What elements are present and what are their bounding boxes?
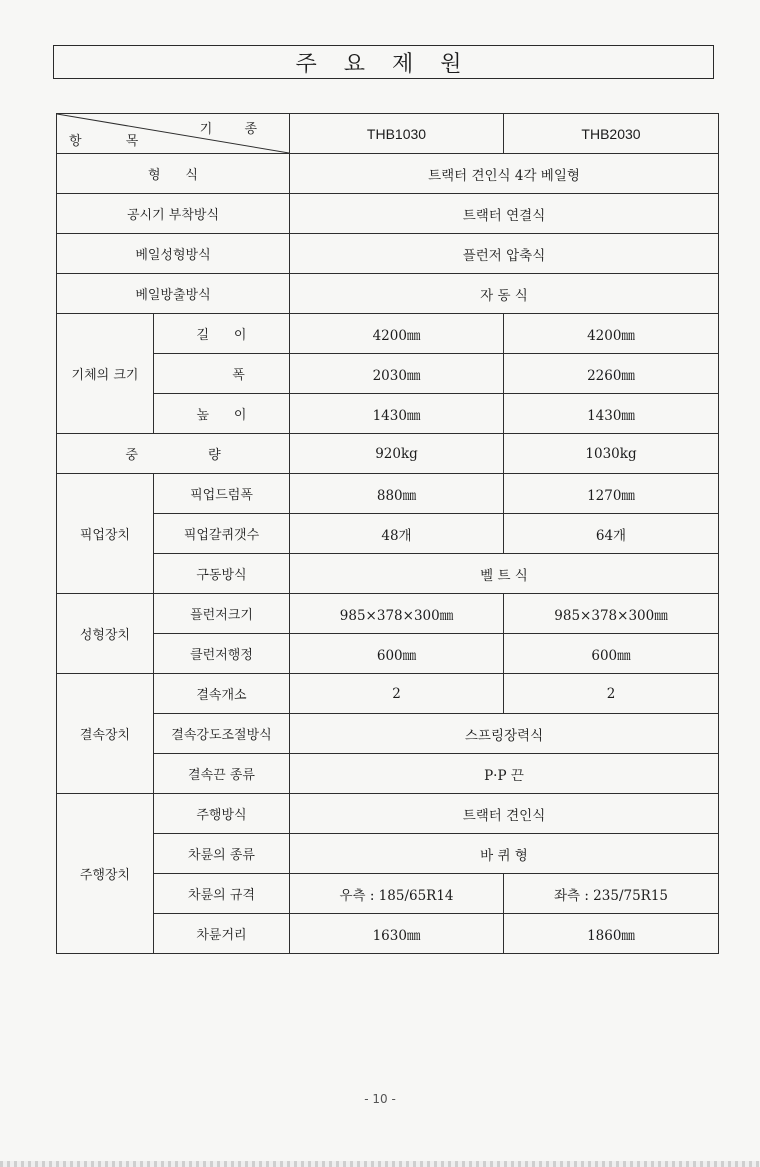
- value-thb1030: 985×378×300㎜: [290, 594, 504, 634]
- value-thb1030: 2030㎜: [290, 354, 504, 394]
- row-label: 길 이: [154, 314, 290, 354]
- row-value: 자 동 식: [290, 274, 719, 314]
- row-label: 높 이: [154, 394, 290, 434]
- value-thb1030: 4200㎜: [290, 314, 504, 354]
- value-thb1030: 2: [290, 674, 504, 714]
- row-value: 바 퀴 형: [290, 834, 719, 874]
- row-label: 주행방식: [154, 794, 290, 834]
- category-knotter: 결속장치: [57, 674, 154, 794]
- row-label: 중 량: [57, 434, 290, 474]
- row-label: 픽업갈퀴갯수: [154, 514, 290, 554]
- model-thb2030: THB2030: [504, 114, 719, 154]
- row-value: 트랙터 견인식 4각 베일형: [290, 154, 719, 194]
- header-diagonal-cell: [57, 114, 290, 154]
- row-label: 베일성형방식: [57, 234, 290, 274]
- spec-table: [56, 113, 719, 954]
- value-thb2030: 2260㎜: [504, 354, 719, 394]
- table-row: [57, 194, 719, 234]
- row-label: 차륜의 규격: [154, 874, 290, 914]
- table-row: [57, 714, 719, 754]
- table-row: [57, 874, 719, 914]
- value-thb1030: 1630㎜: [290, 914, 504, 954]
- value-thb1030: 880㎜: [290, 474, 504, 514]
- table-row: [57, 554, 719, 594]
- table-row: [57, 834, 719, 874]
- value-thb2030: 4200㎜: [504, 314, 719, 354]
- row-label: 구동방식: [154, 554, 290, 594]
- table-row: [57, 234, 719, 274]
- value-thb2030: 1270㎜: [504, 474, 719, 514]
- table-row: [57, 394, 719, 434]
- row-label: 차륜의 종류: [154, 834, 290, 874]
- row-label: 공시기 부착방식: [57, 194, 290, 234]
- page-title: 주 요 제 원: [53, 45, 714, 79]
- table-row: [57, 634, 719, 674]
- table-row: [57, 914, 719, 954]
- row-value: 스프링장력식: [290, 714, 719, 754]
- row-value: P·P 끈: [290, 754, 719, 794]
- model-header-label: 기 종: [199, 122, 271, 137]
- row-value: 트랙터 연결식: [290, 194, 719, 234]
- row-label: 플런저크기: [154, 594, 290, 634]
- table-row: [57, 154, 719, 194]
- row-label: 폭: [154, 354, 290, 394]
- row-label: 결속끈 종류: [154, 754, 290, 794]
- table-row: [57, 594, 719, 634]
- value-thb2030: 1860㎜: [504, 914, 719, 954]
- table-row: [57, 794, 719, 834]
- table-row: [57, 754, 719, 794]
- table-row: [57, 434, 719, 474]
- row-label: 형 식: [57, 154, 290, 194]
- value-thb1030: 920kg: [290, 434, 504, 474]
- row-label: 차륜거리: [154, 914, 290, 954]
- value-thb1030: 48개: [290, 514, 504, 554]
- value-thb2030: 1430㎜: [504, 394, 719, 434]
- page-number: - 10 -: [364, 1092, 396, 1106]
- value-thb2030: 1030kg: [504, 434, 719, 474]
- category-size: 기체의 크기: [57, 314, 154, 434]
- model-thb1030: THB1030: [290, 114, 504, 154]
- value-thb2030: 2: [504, 674, 719, 714]
- value-thb1030: 1430㎜: [290, 394, 504, 434]
- category-travel: 주행장치: [57, 794, 154, 954]
- item-header-label: 항 목: [69, 134, 159, 149]
- row-label: 클런저행정: [154, 634, 290, 674]
- table-row: [57, 674, 719, 714]
- table-row: [57, 314, 719, 354]
- value-thb1030: 우측 : 185/65R14: [290, 874, 504, 914]
- category-forming: 성형장치: [57, 594, 154, 674]
- table-row: [57, 514, 719, 554]
- row-label: 베일방출방식: [57, 274, 290, 314]
- row-label: 픽업드럼폭: [154, 474, 290, 514]
- value-thb2030: 좌측 : 235/75R15: [504, 874, 719, 914]
- category-pickup: 픽업장치: [57, 474, 154, 594]
- table-header-row: [57, 114, 719, 154]
- value-thb2030: 600㎜: [504, 634, 719, 674]
- value-thb2030: 985×378×300㎜: [504, 594, 719, 634]
- value-thb2030: 64개: [504, 514, 719, 554]
- table-row: [57, 274, 719, 314]
- row-value: 트랙터 견인식: [290, 794, 719, 834]
- row-value: 벨 트 식: [290, 554, 719, 594]
- value-thb1030: 600㎜: [290, 634, 504, 674]
- scan-edge-artifact: [0, 1161, 760, 1167]
- table-row: [57, 354, 719, 394]
- row-value: 플런저 압축식: [290, 234, 719, 274]
- table-row: [57, 474, 719, 514]
- row-label: 결속개소: [154, 674, 290, 714]
- row-label: 결속강도조절방식: [154, 714, 290, 754]
